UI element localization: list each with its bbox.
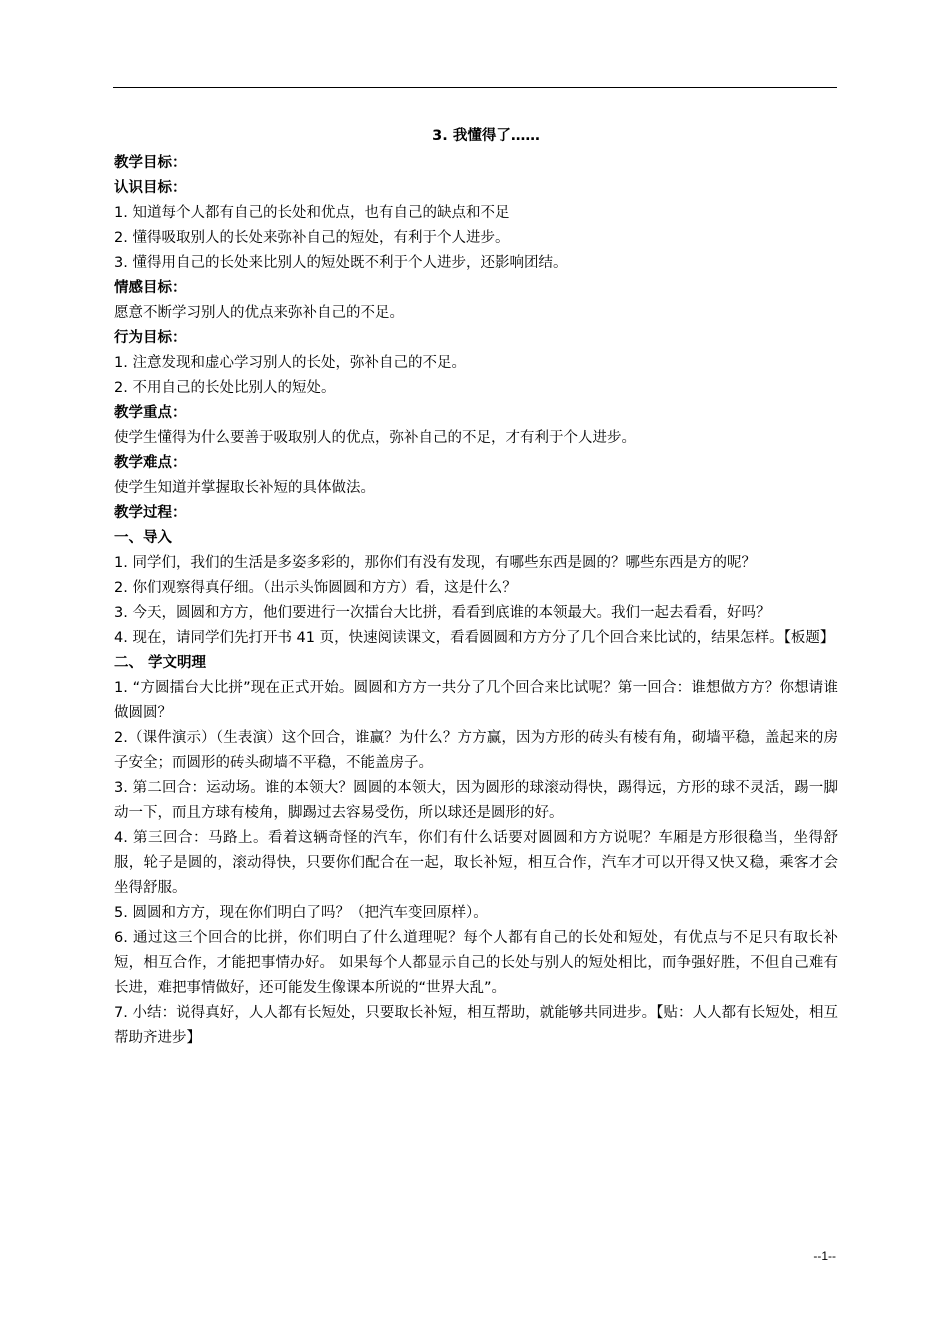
section-heading: 行为目标： [114,330,187,346]
paragraph: 使学生懂得为什么要善于吸取别人的优点，弥补自己的不足，才有利于个人进步。 [114,430,636,446]
paragraph: 2.（课件演示）（生表演）这个回合，谁赢？为什么？方方赢，因为方形的砖头有棱有角，砌墙平稳，盖起来的房子安全；而圆形的砖头砌墙不平稳，不能盖房子。 [114,730,838,771]
document-blocks [114,151,838,1051]
paragraph: 2. 你们观察得真仔细。（出示头饰圆圆和方方）看，这是什么？ [114,580,517,596]
section-heading: 教学目标： [114,155,187,171]
section-heading: 认识目标： [114,180,187,196]
paragraph: 7. 小结：说得真好，人人都有长短处，只要取长补短，相互帮助，就能够共同进步。【贴：人人都有长短处，相互帮助齐进步】 [114,1005,838,1046]
paragraph: 1. 注意发现和虚心学习别人的长处，弥补自己的不足。 [114,355,466,371]
header-rule [113,87,837,88]
paragraph: 1. 知道每个人都有自己的长处和优点，也有自己的缺点和不足 [114,205,510,221]
paragraph: 1. 同学们，我们的生活是多姿多彩的，那你们有没有发现，有哪些东西是圆的？哪些东西是方的呢？ [114,555,756,571]
paragraph: 1. “方圆擂台大比拼”现在正式开始。圆圆和方方一共分了几个回合来比试呢？第一回合：谁想做方方？你想请谁做圆圆？ [114,680,838,721]
paragraph: 3. 懂得用自己的长处来比别人的短处既不利于个人进步，还影响团结。 [114,255,568,271]
section-heading: 教学难点： [114,455,187,471]
section-heading: 二、 学文明理 [114,655,207,671]
paragraph: 4. 现在，请同学们先打开书 41 页，快速阅读课文，看看圆圆和方方分了几个回合来比试的，结果怎样。【板题】 [114,630,835,646]
paragraph: 愿意不断学习别人的优点来弥补自己的不足。 [114,305,404,321]
paragraph: 3. 第二回合：运动场。谁的本领大？圆圆的本领大，因为圆形的球滚动得快，踢得远，方形的球不灵活，踢一脚动一下，而且方球有棱角，脚踢过去容易受伤，所以球还是圆形的好。 [114,780,838,821]
section-heading: 情感目标： [114,280,187,296]
paragraph: 2. 不用自己的长处比别人的短处。 [114,380,336,396]
paragraph: 使学生知道并掌握取长补短的具体做法。 [114,480,375,496]
document-body [114,124,838,1051]
document-title: 3. 我懂得了…… [432,128,540,144]
section-heading: 一、导入 [114,530,172,546]
paragraph: 2. 懂得吸取别人的长处来弥补自己的短处，有利于个人进步。 [114,230,510,246]
paragraph: 5. 圆圆和方方，现在你们明白了吗？（把汽车变回原样）。 [114,905,488,921]
section-heading: 教学重点： [114,405,187,421]
section-heading: 教学过程： [114,505,187,521]
page-number: --1-- [813,1249,836,1263]
paragraph: 6. 通过这三个回合的比拼，你们明白了什么道理呢？每个人都有自己的长处和短处，有优点与不足只有取长补短，相互合作，才能把事情办好。 如果每个人都显示自己的长处与别人的短处相比，而争强好胜，不但自己难有长进，难把事情做好，还可能发生像课本所说的“世界大乱”。 [114,930,838,996]
paragraph: 4. 第三回合：马路上。看着这辆奇怪的汽车，你们有什么话要对圆圆和方方说呢？车厢是方形很稳当，坐得舒服，轮子是圆的，滚动得快，只要你们配合在一起，取长补短，相互合作，汽车才可以开得又快又稳，乘客才会坐得舒服。 [114,830,838,896]
paragraph: 3. 今天，圆圆和方方，他们要进行一次擂台大比拼，看看到底谁的本领最大。我们一起去看看，好吗？ [114,605,771,621]
